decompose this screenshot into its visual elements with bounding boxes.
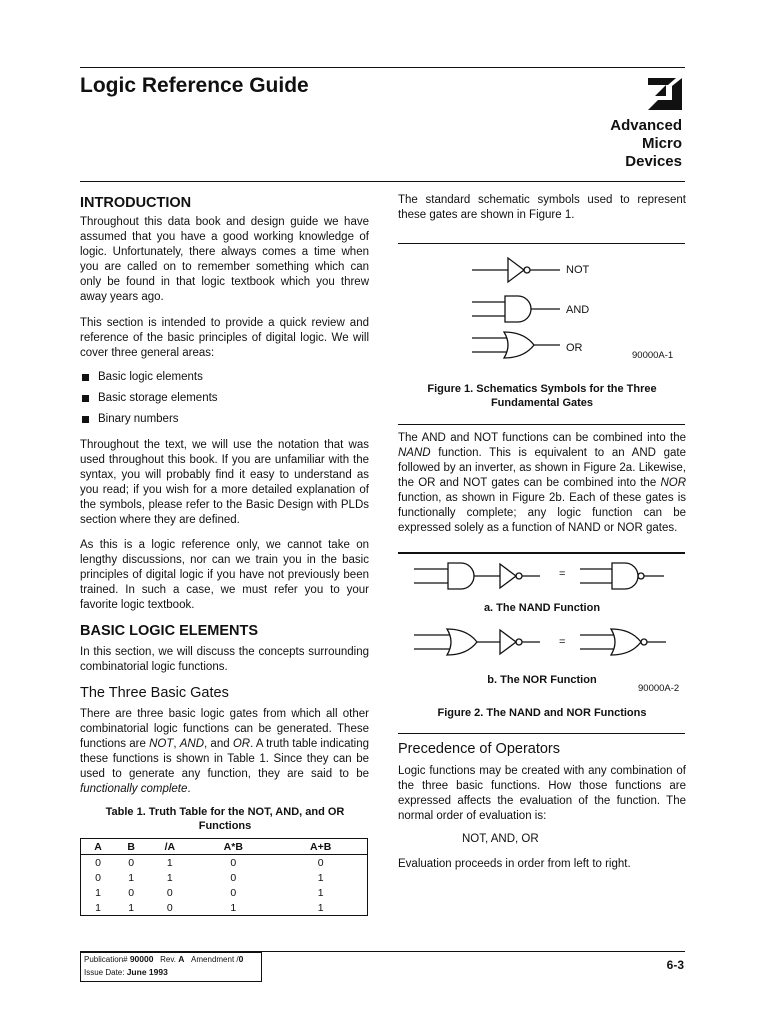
text-run: function, as shown in Figure 2b. Each of these gates is functionally complete; any logic function can be expressed solely as a function of NAND or NOR gates. bbox=[398, 492, 686, 534]
table-cell: 1 bbox=[230, 901, 237, 914]
page-title: Logic Reference Guide bbox=[80, 74, 309, 97]
list-item bbox=[80, 367, 369, 388]
figure1-gate-symbols bbox=[460, 252, 570, 362]
figure2-bottom-rule bbox=[398, 733, 685, 734]
publication-info-box bbox=[80, 952, 262, 982]
table-cell: 0 bbox=[230, 856, 237, 869]
or-gate-icon bbox=[472, 332, 560, 358]
list-item-label: Basic logic elements bbox=[98, 371, 203, 383]
text-run: The AND and NOT functions can be combined into the bbox=[398, 432, 686, 444]
table-cell: 0 bbox=[128, 886, 135, 899]
bullet-square-icon bbox=[82, 416, 89, 423]
intro-paragraph-3: Throughout the text, we will use the notation that was used throughout this book. If you are unfamiliar with the syntax, you will probably find it easy to understand as you read; if you wish for a more detailed explanation of the symbols, please refer to the Basic Design with PLDs section where they are defined. bbox=[80, 439, 369, 526]
top-rule bbox=[80, 67, 685, 68]
equals-sign: = bbox=[559, 568, 566, 580]
table-header-cell: B bbox=[115, 839, 147, 855]
table-row bbox=[81, 855, 368, 871]
table-header-cell: /A bbox=[147, 839, 192, 855]
figure2b-nor-diagram bbox=[410, 624, 670, 664]
text-run: . A truth table indicating these functions is shown in Table 1. Since they can be used to generate any function, they are said to be bbox=[80, 738, 370, 780]
revision-value: A bbox=[178, 954, 185, 964]
amd-logo-icon bbox=[646, 78, 684, 112]
text-run: function. This is equivalent to an AND gate followed by an inverter, as shown in Figure 2a. Likewise, the OR and NOT gates can be combined into the bbox=[398, 447, 686, 489]
and-label: AND bbox=[566, 304, 590, 316]
table-caption: Table 1. Truth Table for the NOT, AND, and OR Functions bbox=[105, 806, 345, 832]
company-name bbox=[610, 117, 682, 171]
basic-logic-paragraph: In this section, we will discuss the concepts surrounding combinatorial logic functions. bbox=[80, 646, 369, 673]
and-gate-icon bbox=[414, 563, 500, 589]
truth-table bbox=[80, 838, 368, 916]
publication-label: Publication# bbox=[84, 955, 128, 964]
symbols-paragraph: The standard schematic symbols used to represent these gates are shown in Figure 1. bbox=[398, 194, 686, 221]
basic-logic-heading: BASIC LOGIC ELEMENTS bbox=[80, 623, 259, 639]
text-run: , bbox=[173, 738, 180, 750]
publication-number: 90000 bbox=[129, 954, 154, 964]
figure2a-label: a. The NAND Function bbox=[483, 602, 601, 614]
amendment-value: 0 bbox=[238, 954, 244, 964]
table-cell: 1 bbox=[128, 901, 135, 914]
figure2-id: 90000A-2 bbox=[638, 683, 680, 694]
equals-sign: = bbox=[559, 636, 566, 648]
table-header-cell: A bbox=[81, 839, 116, 855]
and-gate-icon bbox=[472, 296, 560, 322]
table-row bbox=[81, 900, 368, 916]
table-cell: 1 bbox=[128, 871, 135, 884]
table-cell: 1 bbox=[317, 886, 324, 899]
evaluation-order: NOT, AND, OR bbox=[462, 833, 539, 845]
table-cell: 1 bbox=[166, 856, 173, 869]
nor-gate-icon bbox=[580, 629, 666, 655]
text-run: . bbox=[187, 783, 191, 795]
intro-paragraph-2: This section is intended to provide a quick review and reference of the basic principles of digital logic. We will cover three general areas: bbox=[80, 317, 369, 359]
intro-heading: INTRODUCTION bbox=[80, 195, 192, 211]
table-cell: 1 bbox=[317, 871, 324, 884]
company-line: Devices bbox=[625, 153, 682, 170]
table-cell: 0 bbox=[230, 886, 237, 899]
inverter-icon bbox=[500, 564, 540, 588]
three-gates-heading: The Three Basic Gates bbox=[80, 685, 229, 701]
table-row bbox=[81, 870, 368, 885]
bullet-square-icon bbox=[82, 395, 89, 402]
not-label: NOT bbox=[566, 264, 590, 276]
text-run-italic: NOT bbox=[149, 738, 174, 750]
intro-paragraph-1: Throughout this data book and design guide we have assumed that you have a good working knowledge of logic. Unfortunately, there always comes a time when you are called on to remember something which can only be found in that logic textbook which you threw away years ago. bbox=[80, 216, 369, 303]
table-header-cell: A*B bbox=[192, 839, 274, 855]
table-cell: 0 bbox=[95, 871, 101, 884]
nand-nor-paragraph bbox=[398, 431, 686, 536]
not-gate-icon bbox=[472, 258, 560, 282]
precedence-paragraph: Logic functions may be created with any combination of the three basic functions. How those functions are expressed affects the evaluation of the function. The normal order of evaluation is: bbox=[398, 765, 686, 822]
table-cell: 1 bbox=[317, 901, 324, 914]
figure2-top-rule bbox=[398, 552, 685, 554]
table-cell: 0 bbox=[95, 856, 101, 869]
table-cell: 1 bbox=[95, 886, 101, 899]
figure2-caption: Figure 2. The NAND and NOR Functions bbox=[437, 707, 647, 719]
figure1-id: 90000A-1 bbox=[632, 350, 674, 361]
table-header-row bbox=[81, 839, 368, 855]
or-gate-icon bbox=[414, 629, 500, 655]
text-run-italic: functionally complete bbox=[80, 783, 188, 795]
nand-gate-icon bbox=[580, 563, 664, 589]
company-line: Micro bbox=[641, 135, 682, 152]
three-gates-paragraph bbox=[80, 707, 369, 797]
or-label: OR bbox=[566, 342, 583, 354]
list-item-label: Basic storage elements bbox=[98, 392, 218, 404]
table-cell: 0 bbox=[128, 856, 135, 869]
revision-label: Rev. bbox=[160, 955, 176, 964]
evaluation-note: Evaluation proceeds in order from left to right. bbox=[398, 858, 631, 870]
text-run-italic: OR bbox=[232, 738, 251, 750]
precedence-heading: Precedence of Operators bbox=[398, 741, 561, 757]
issue-date-label: Issue Date: bbox=[84, 968, 125, 977]
issue-date-value: June 1993 bbox=[126, 967, 168, 977]
table-row bbox=[81, 885, 368, 900]
figure2a-nand-diagram bbox=[410, 558, 670, 598]
list-item bbox=[80, 388, 369, 409]
table-cell: 0 bbox=[230, 871, 237, 884]
page-number: 6-3 bbox=[666, 958, 684, 972]
figure1-caption: Figure 1. Schematics Symbols for the Three Fundamental Gates bbox=[427, 383, 657, 409]
text-run-italic: AND bbox=[179, 738, 205, 750]
header-rule bbox=[80, 181, 685, 182]
table-cell: 0 bbox=[166, 886, 173, 899]
figure1-top-rule bbox=[398, 243, 685, 244]
bullet-square-icon bbox=[82, 374, 89, 381]
publication-row bbox=[81, 953, 261, 966]
figure1-bottom-rule bbox=[398, 424, 685, 425]
intro-paragraph-4: As this is a logic reference only, we cannot take on lengthy discussions, nor can we train you in the basic principles of digital logic if you have not previously been trained. In such a case, we must refer you to your favorite logic textbook. bbox=[80, 539, 369, 611]
text-run: , and bbox=[204, 738, 233, 750]
bullet-list bbox=[80, 367, 369, 430]
issue-date-row bbox=[81, 966, 261, 979]
table-cell: 1 bbox=[95, 901, 101, 914]
list-item bbox=[80, 409, 369, 430]
company-line: Advanced bbox=[610, 117, 682, 134]
text-run-italic: NAND bbox=[398, 447, 431, 459]
list-item-label: Binary numbers bbox=[98, 413, 179, 425]
table-cell: 0 bbox=[166, 901, 173, 914]
text-run-italic: NOR bbox=[660, 477, 686, 489]
table-header-cell: A+B bbox=[274, 839, 367, 855]
inverter-icon bbox=[500, 630, 540, 654]
table-cell: 1 bbox=[166, 871, 173, 884]
amendment-label: Amendment / bbox=[191, 955, 239, 964]
text-run: There are three basic logic gates from which all other combinatorial logic functions can be generated. These functions are bbox=[80, 708, 369, 750]
figure2b-label: b. The NOR Function bbox=[487, 674, 597, 686]
table-cell: 0 bbox=[317, 856, 324, 869]
